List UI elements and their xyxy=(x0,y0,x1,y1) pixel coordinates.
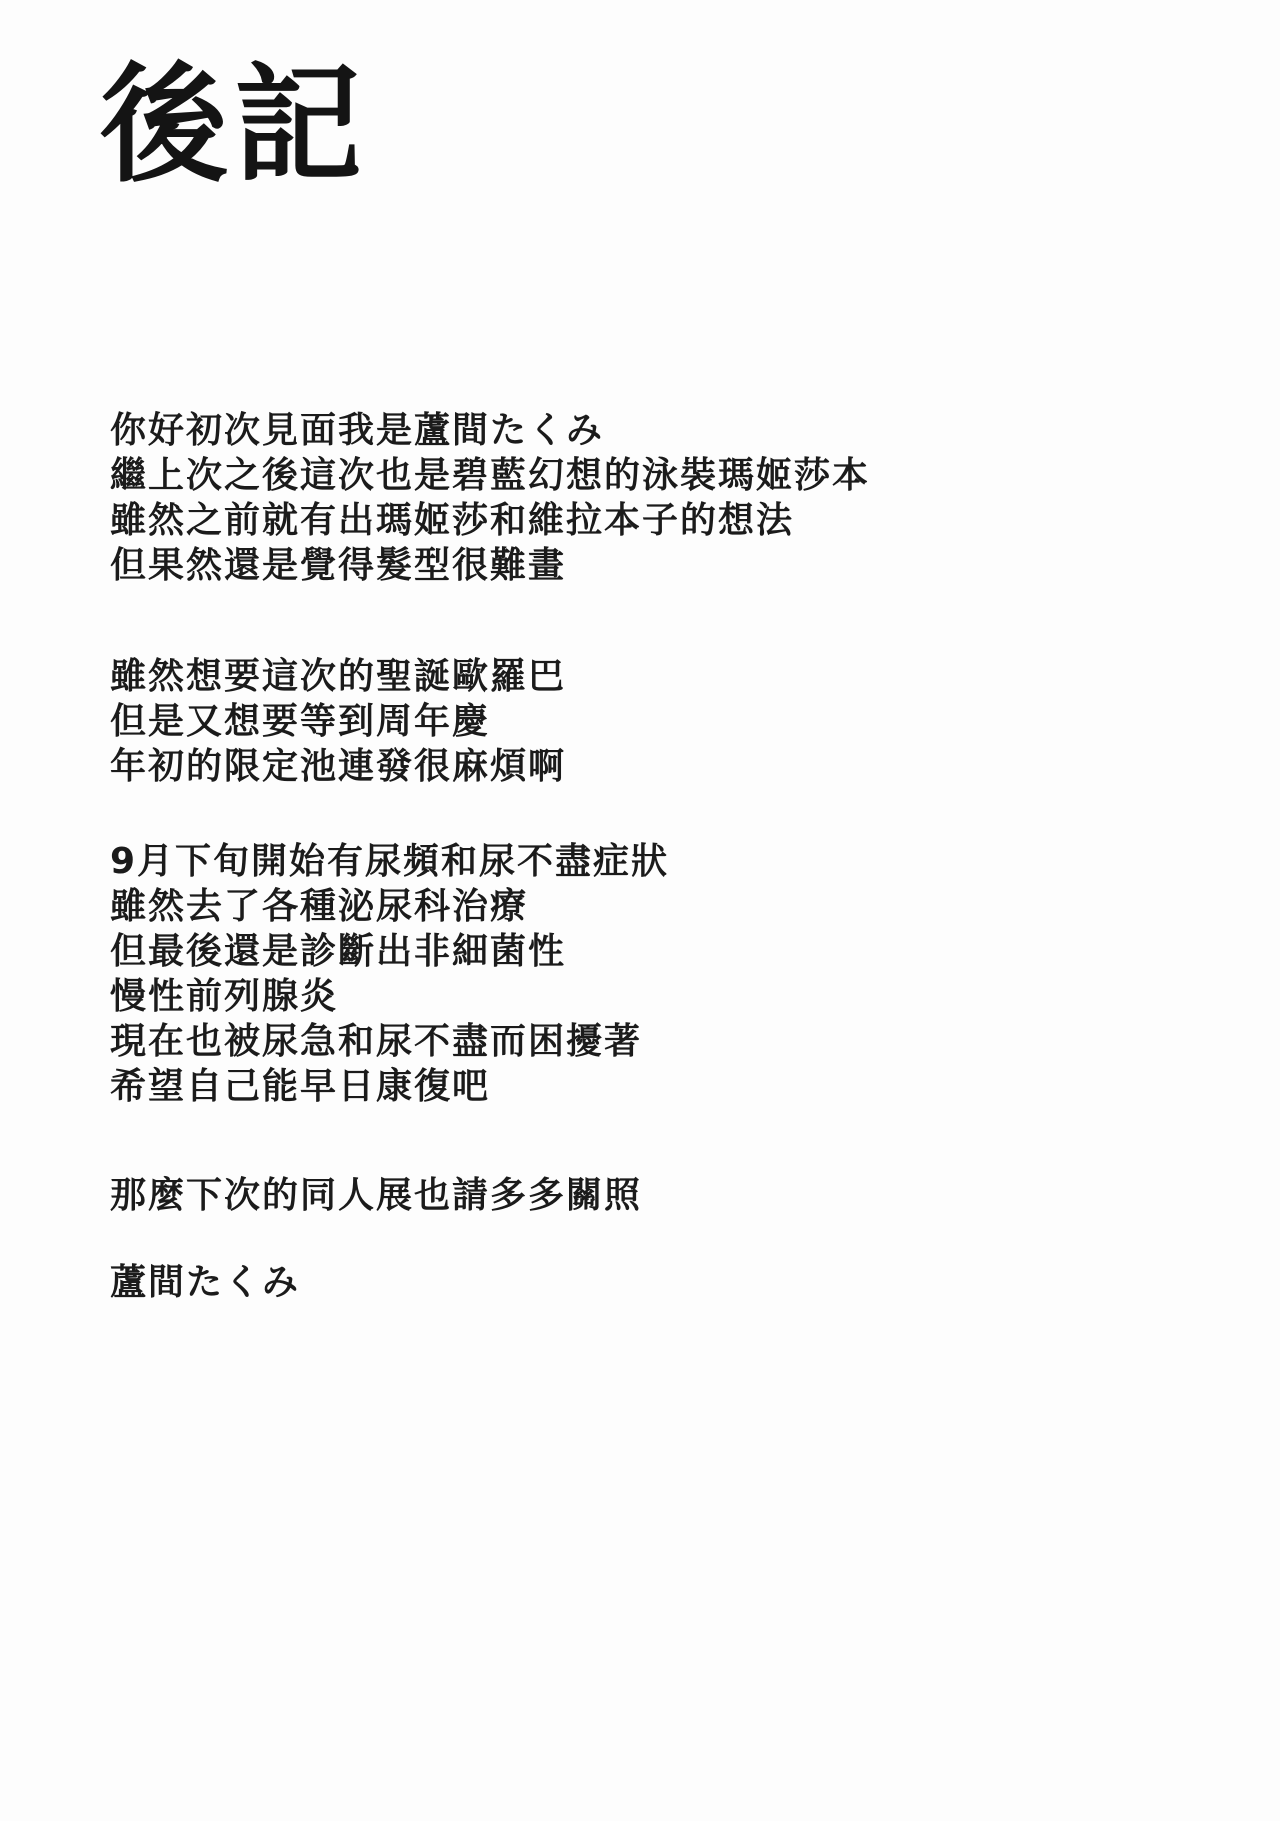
text-line: 繼上次之後這次也是碧藍幻想的泳裝瑪姬莎本 xyxy=(110,455,871,496)
text-line: 蘆間たくみ xyxy=(110,1262,301,1303)
paragraph xyxy=(110,654,1170,789)
text-line: 雖然去了各種泌尿科治療 xyxy=(110,886,529,927)
text-line: 希望自己能早日康復吧 xyxy=(110,1066,491,1107)
paragraph xyxy=(110,839,1170,1109)
text-line: 慢性前列腺炎 xyxy=(110,976,339,1017)
text-line: 現在也被尿急和尿不盡而困擾著 xyxy=(110,1021,643,1062)
paragraph xyxy=(110,1260,1170,1305)
text-line: 但是又想要等到周年慶 xyxy=(110,701,491,742)
text-line: 但最後還是診斷出非細菌性 xyxy=(110,931,567,972)
paragraph xyxy=(110,1173,1170,1218)
page-title: 後記 xyxy=(100,51,369,200)
paragraph xyxy=(110,408,1170,588)
text-line: 年初的限定池連發很麻煩啊 xyxy=(110,746,567,787)
text-line: 雖然之前就有出瑪姬莎和維拉本子的想法 xyxy=(110,500,795,541)
afterword-body xyxy=(110,408,1170,1305)
text-line: 你好初次見面我是蘆間たくみ xyxy=(110,410,605,451)
text-line: 9月下旬開始有尿頻和尿不盡症狀 xyxy=(110,841,670,882)
text-line: 但果然還是覺得髮型很難畫 xyxy=(110,545,567,586)
text-line: 那麼下次的同人展也請多多關照 xyxy=(110,1175,643,1216)
text-line: 雖然想要這次的聖誕歐羅巴 xyxy=(110,656,567,697)
